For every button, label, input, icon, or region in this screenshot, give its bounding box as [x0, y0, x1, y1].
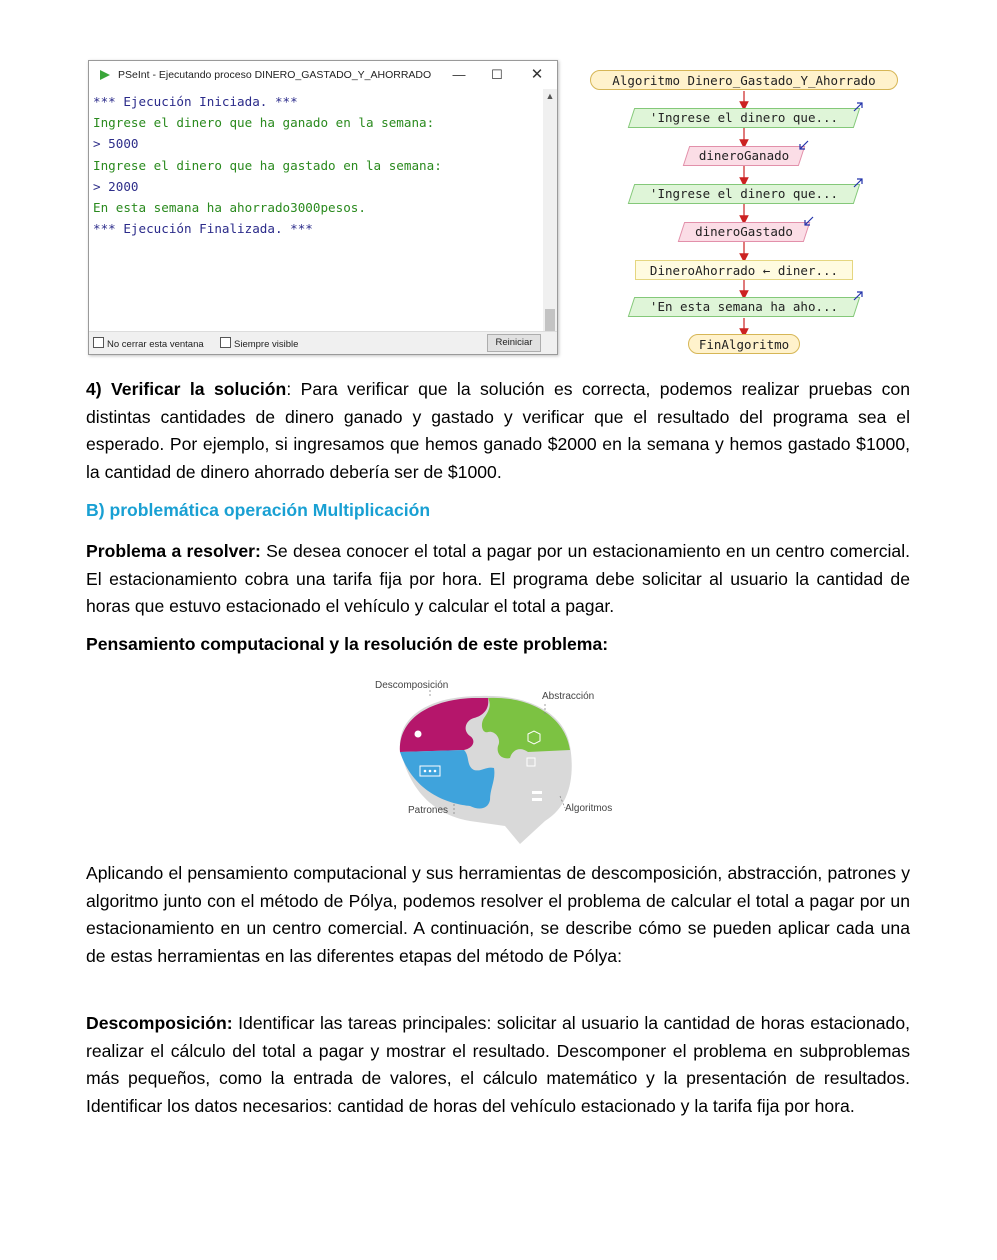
console-line: > 2000 [93, 178, 139, 194]
no-cerrar-checkbox[interactable] [93, 337, 204, 350]
checkbox-icon[interactable] [220, 337, 231, 348]
pensamiento-heading: Pensamiento computacional y la resolución de este problema: [86, 634, 609, 654]
console-line: Ingrese el dinero que ha ganado en la semana: [93, 115, 435, 131]
siempre-visible-label: Siempre visible [234, 339, 299, 350]
descomposicion-heading: Descomposición: [86, 1013, 233, 1033]
console-line: Ingrese el dinero que ha gastado en la semana: [93, 157, 442, 173]
verify-heading: 4) Verificar la solución [86, 379, 287, 399]
flow-input-2 [681, 222, 807, 242]
checkbox-icon[interactable] [93, 337, 104, 348]
close-button[interactable]: ✕ [530, 66, 544, 83]
siempre-visible-checkbox[interactable] [220, 337, 298, 350]
flow-process: DineroAhorrado ← diner... [635, 260, 853, 280]
flow-input-2-text: dineroGastado [695, 224, 793, 239]
flow-output-1 [631, 108, 857, 128]
no-cerrar-label: No cerrar esta ventana [107, 339, 204, 350]
console-line: > 5000 [93, 136, 139, 152]
problem-paragraph [86, 538, 910, 621]
pseint-window [88, 60, 558, 355]
output-arrow-icon [853, 178, 863, 188]
minimize-button[interactable]: — [452, 67, 466, 82]
output-arrow-icon [853, 291, 863, 301]
flow-start: Algoritmo Dinero_Gastado_Y_Ahorrado [590, 70, 898, 90]
flow-output-3-text: 'En esta semana ha aho... [649, 299, 839, 314]
flow-output-2 [631, 184, 857, 204]
input-arrow-icon [804, 216, 814, 226]
flow-end: FinAlgoritmo [688, 334, 800, 354]
flow-output-3 [631, 297, 857, 317]
flow-input-1-text: dineroGanado [698, 148, 790, 163]
label-patrones: Patrones [408, 805, 449, 816]
window-title: PSeInt - Ejecutando proceso DINERO_GASTADO_Y_AHORRADO [118, 69, 432, 81]
verify-paragraph [86, 376, 910, 486]
reiniciar-button[interactable]: Reiniciar [487, 334, 541, 352]
window-footer [89, 331, 557, 354]
label-algoritmos: Algoritmos [565, 803, 613, 814]
console-scrollbar[interactable] [543, 89, 557, 339]
problem-body: Se desea conocer el total a pagar por un estacionamiento en un centro comercial. El estacionamiento cobra una tarifa fija por hora. El programa debe solicitar al usuario la cantidad de horas que estuvo estacionado el vehículo y calcular el total a pagar. [86, 541, 910, 616]
label-abstraccion: Abstracción [542, 691, 595, 702]
output-arrow-icon [853, 102, 863, 112]
window-titlebar [89, 61, 557, 89]
descomposicion-body: Identificar las tareas principales: solicitar al usuario la cantidad de horas estacionado, realizar el cálculo del total a pagar y mostrar el resultado. Descomponer el problema en subproblemas más pequeños, como la entrada de valores, el cálculo matemático y la presentación de resultados. Identificar los datos necesarios: cantidad de horas del vehículo estacionado y la tarifa fija por hora. [86, 1013, 910, 1116]
verify-body: : Para verificar que la solución es correcta, podemos realizar pruebas con distintas cantidades de dinero ganado y gastado y verificar que el resultado del programa sea el esperado. Por ejemplo, si ingresamos que hemos ganado $2000 en la semana y hemos gastado $1000, la cantidad de dinero ahorrado debería ser de $1000. [86, 379, 910, 482]
problem-heading: Problema a resolver: [86, 541, 261, 561]
maximize-button[interactable]: ☐ [491, 67, 503, 82]
console-line: En esta semana ha ahorrado3000pesos. [93, 200, 366, 216]
brain-puzzle-graphic [370, 676, 630, 851]
flow-output-2-text: 'Ingrese el dinero que... [649, 186, 839, 201]
console-line: *** Ejecución Iniciada. *** [93, 94, 298, 109]
console-line: *** Ejecución Finalizada. *** [93, 221, 313, 237]
computational-thinking-diagram [370, 676, 630, 851]
label-descomposicion: Descomposición [375, 680, 449, 691]
flow-input-1 [686, 146, 802, 166]
scroll-up-icon[interactable]: ▲ [545, 91, 555, 101]
console-output[interactable] [93, 91, 543, 331]
descomposicion-paragraph [86, 1010, 910, 1120]
input-arrow-icon [799, 140, 809, 150]
aplicando-paragraph: Aplicando el pensamiento computacional y sus herramientas de descomposición, abstracción, patrones y algoritmo junto con el método de Pólya, podemos resolver el problema de calcular el total a pagar por un estacionamiento en un centro comercial. A continuación, se describe cómo se pueden aplicar cada una de estas herramientas en las diferentes etapas del método de Pólya: [86, 863, 910, 966]
flowchart [585, 62, 905, 362]
pseint-app-icon [99, 69, 111, 81]
section-b-heading: B) problemática operación Multiplicación [86, 500, 431, 520]
flow-output-1-text: 'Ingrese el dinero que... [649, 110, 839, 125]
